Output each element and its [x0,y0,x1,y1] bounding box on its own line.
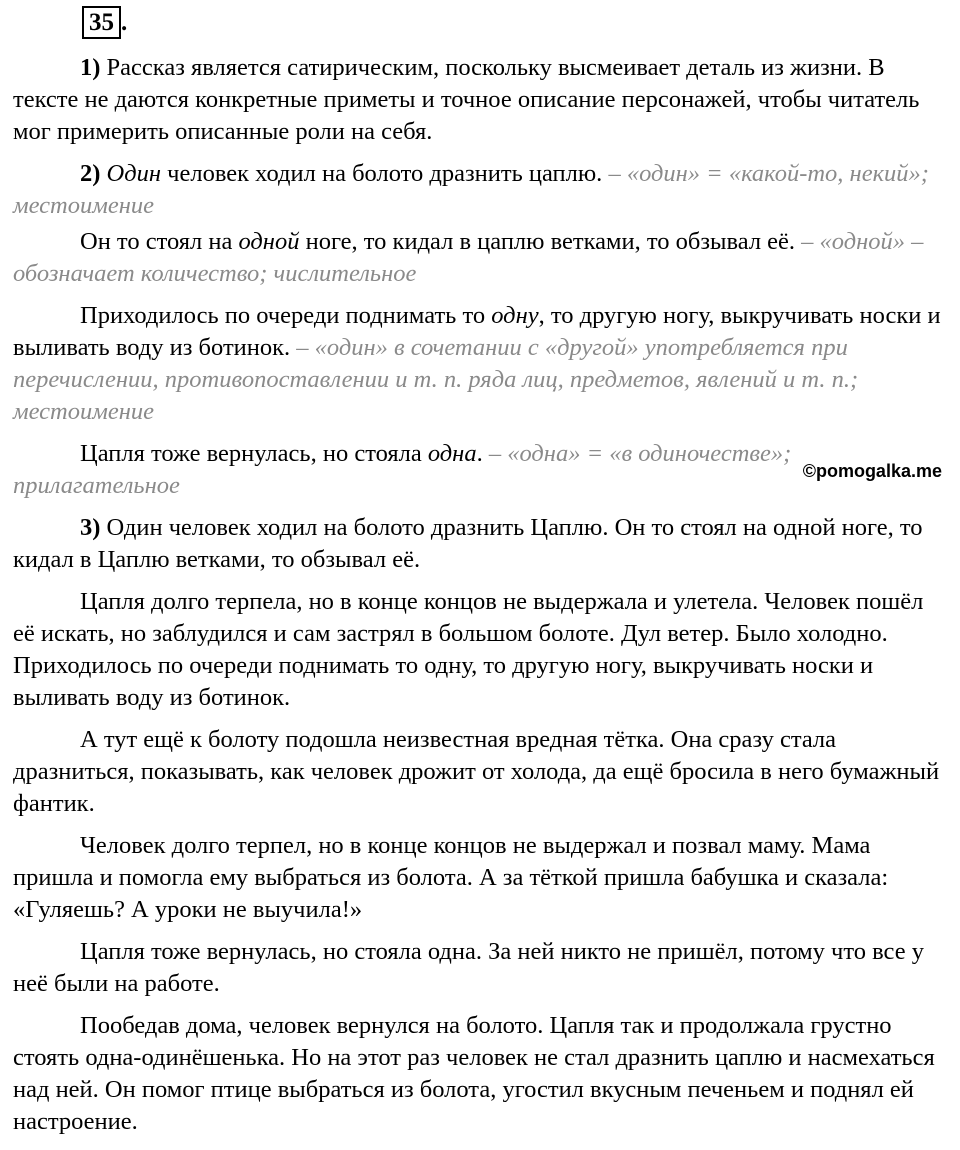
example-2-paragraph [13,226,943,290]
example-4-pre: Цапля тоже вернулась, но стояла [80,440,428,467]
exercise-number: 35 [82,6,121,39]
document-page [13,6,943,1138]
example-3-paragraph [13,300,943,428]
example-2-note: – «одной» – обозначает количество; числительное [13,228,924,287]
watermark: ©pomogalka.me [802,461,942,481]
example-3-post: , то другую ногу, выкручивать носки и выливать воду из ботинок. [13,302,941,361]
exercise-number-dot: . [121,9,128,36]
story-paragraph-2: Цапля долго терпела, но в конце концов не выдержала и улетела. Человек пошёл её искать, но заблудился и сам застрял в большом болоте. Дул ветер. Было холодно. Приходилось по очереди поднимать то одну, то другую ногу, выкручивать носки и выливать воду из ботинок. [13,588,924,711]
example-3-note: – «один» в сочетании с «другой» употребляется при перечислении, противопоставлении и т. п. ряда лиц, предметов, явлений и т. п.; местоимение [13,334,859,425]
answer-2-text: человек ходил на болото дразнить цаплю. [161,160,603,187]
answer-3-text: Один человек ходил на болото дразнить Цаплю. Он то стоял на одной ноге, то кидал в Цаплю ветками, то обзывал её. [13,514,923,573]
example-2-post: ноге, то кидал в цаплю ветками, то обзывал её. [299,228,796,255]
answer-1-paragraph [13,52,943,148]
answer-3-paragraph [13,512,943,576]
answer-3-marker: 3) [80,514,101,541]
answer-2-word: Один [106,160,162,187]
exercise-heading [13,6,943,42]
answer-2-marker: 2) [80,160,101,187]
story-paragraph-5: Цапля тоже вернулась, но стояла одна. За ней никто не пришёл, потому что все у неё были на работе. [13,938,924,997]
example-2-word: одной [238,228,300,255]
story-paragraph-6: Пообедав дома, человек вернулся на болото. Цапля так и продолжала грустно стоять одна-одинёшенька. Но на этот раз человек не стал дразнить цаплю и насмехаться над ней. Он помог птице выбраться из болота, угостил вкусным печеньем и поднял ей настроение. [13,1012,935,1135]
answer-1-text: Рассказ является сатирическим, поскольку высмеивает деталь из жизни. В тексте не даются конкретные приметы и точное описание персонажей, чтобы читатель мог примерить описанные роли на себя. [13,54,920,145]
example-3-word: одну [491,302,539,329]
example-3-pre: Приходилось по очереди поднимать то [80,302,492,329]
example-4-post: . [476,440,483,467]
answer-2-note: – «один» = «какой-то, некий»; местоимение [13,160,929,219]
answer-2-paragraph [13,158,943,222]
example-2-pre: Он то стоял на [80,228,239,255]
story-paragraph-4: Человек долго терпел, но в конце концов не выдержал и позвал маму. Мама пришла и помогла ему выбраться из болота. А за тёткой пришла бабушка и сказала: «Гуляешь? А уроки не выучила!» [13,832,889,923]
example-4-word: одна [427,440,477,467]
example-4-note: – «одна» = «в одиночестве»; прилагательное [13,440,792,499]
answer-1-marker: 1) [80,54,101,81]
story-paragraph-3: А тут ещё к болоту подошла неизвестная вредная тётка. Она сразу стала дразниться, показывать, как человек дрожит от холода, да ещё бросила в него бумажный фантик. [13,726,940,817]
